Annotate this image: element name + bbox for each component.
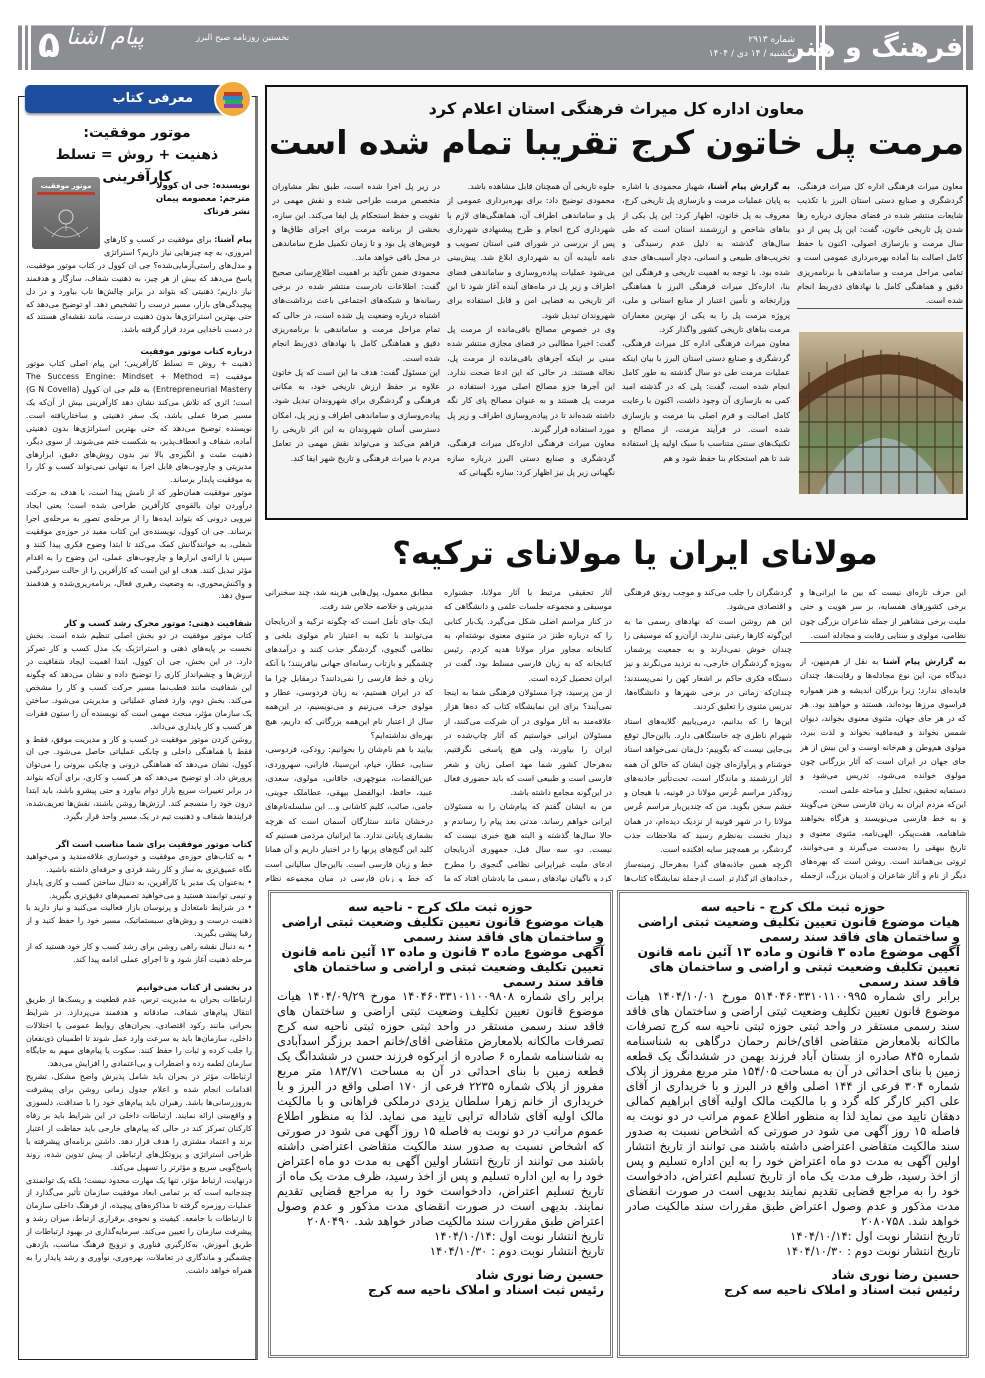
signer-title: رئیس ثبت اسناد و املاک ناحیه سه کرج <box>368 1282 604 1297</box>
paragraph-text: به نقل از هم‌میهن، از دیدگاه من، این نوع مجادله‌ها و رقابت‌ها، چندان فایده‌ای ندارد؛ زیرا بزرگان اندیشه و هنر همواره فراسوی مرزها بوده‌اند، هستند و خواهند بود. هر که در هر جای جهان، مثنوی معنوی بخواند، دیوان شمس بخواند و فیه‌مافیه بخواند و لذت ببرد، مولوی هم‌وطن و هم‌خانه اوست و این بیش از هر جای جهان در ایران است که آثار بزرگانی چون مولوی خوانده می‌شود، تدریس می‌شود و دستمایه تحقیق، تحلیل و مباحثه علمی است. <box>800 656 966 795</box>
notice-date-second: تاریخ انتشار نوبت دوم : ۱۴۰۴/۱۰/۳۰ <box>785 1244 960 1258</box>
notice-board: هیات موضوع قانون تعیین تکلیف وضعیت ثبتی اراضی و ساختمان های فاقد سند رسمی <box>281 914 604 944</box>
sidebar-paragraph: روشن کردن موتور موفقیت در کسب و کار و مدیریت موفق، فقط و فقط با هماهنگی داخلی و چابکی عملیاتی حاصل می‌شود. جی ان کوول، نشان می‌دهد که هماهنگی درونی و چابکی بیرونی را می‌توان پرورش داد. او توضیح می‌دهد که هر کسب و کاری، برای آن‌که بتواند در برابر تغییرات سریع بازار دوام بیاورد و حتی پیشرو باشد، باید ابتدا درون خود را منسجم کند. ارزش‌ها روشن باشند، نقش‌ها تعریف‌شده، فرایندها شفاف و ذهنیت تیم در یک مسیر واحد قرار بگیرد. <box>26 734 252 821</box>
header-divider <box>22 25 25 70</box>
paragraph: اینک جای تأمل است که چگونه ترکیه و آذربایجان می‌توانند با تکیه به اعتبار نام مولوی بلخی و نظامی گنجوی، گردشگر جذب کنند و درآمدهای چشمگیر و بازتاب رسانه‌ای جهانی بیافرینند؛ با آنکه زبان و خط فارسی را نمی‌دانند؟ درمقابل چرا ما که در ایران هستیم، به زبان فردوسی، عطار و مولوی حرف می‌زنیم و می‌نویسیم، در این‌همه سال از اعتبار نام این‌همه بزرگانی که داریم، هیچ بهره‌ای نداشته‌ایم؟ <box>265 615 433 740</box>
notice-title: آگهی موضوع ماده ۳ قانون و ماده ۱۳ آئین نامه قانون تعیین تکلیف وضعیت ثبتی و اراضی و ساختمان های فاقد سند رسمی <box>281 944 604 989</box>
sidebar-paragraph: موتور موفقیت همان‌طور که از نامش پیدا است، با هدف به حرکت درآوردن توان بالقوه‌ی کارآفرین طراحی شده است؛ یعنی ایجاد نیرویی درونی که بتواند ایده‌ها را از مرحله‌ی تصور به مرحله‌ی اجرا برساند. جی ان کوول، نویسنده‌ی این کتاب مفید در حوزه‌ی موفقیت شغلی، به خوانندگانش کمک می‌کند تا ابتدا وضوح فکری پیدا کنند و سپس با ارائه‌ی ابزارها و چارچوب‌های عملی، این وضوح را به اقدام مؤثر تبدیل کنند. هدف او این است که کارآفرین را از حالت سردرگمی و واکنش‌محوری، به وضعیت رهبری فعال، برنامه‌ریزی‌شده و هدفمند سوق دهد. <box>26 488 252 601</box>
legal-notice <box>268 890 613 1358</box>
notice-date-first: تاریخ انتشار نوبت اول :۱۴۰۴/۱۰/۱۴ <box>434 1229 604 1243</box>
paragraph: محمودی توضیح داد: برای بهره‌برداری عمومی از پل و ساماندهی اطراف آن، هماهنگی‌های لازم با شهرداری کرج انجام و طرح پیشنهادی شهرداری پس از بررسی در شورای فنی استان تصویب و نامه تأییدیه آن به شهرداری ابلاغ شد. پیش‌بینی می‌شود عملیات پیاده‌روسازی و ساماندهی فضای اطراف و زیر پل در ماه‌های آینده آغاز شود تا این اثر تاریخی به فضایی امن و قابل استفاده برای شهروندان تبدیل شود. <box>447 195 615 320</box>
article-kicker: معاون اداره کل میراث فرهنگی استان اعلام کرد <box>428 99 805 118</box>
article-column <box>265 585 433 882</box>
sidebar-paragraph: ارتباطات بحران به مدیریت ترس، عدم قطعیت و ریسک‌ها از طریق انتقال پیام‌های شفاف، صادقانه و هدفمند می‌پردازد. در شرایط بحرانی مانند رکود اقتصادی، بحران‌های روابط عمومی یا اختلالات داخلی، سازمان‌ها باید به سرعت وارد عمل شوند تا اطمینان ذی‌نفعان را جلب کرده و ثبات را حفظ کنند. سکوت یا پیام‌های مبهم به جایگاه سازمان لطمه زده و اضطراب و بی‌اعتمادی را افزایش می‌دهد. <box>26 994 252 1069</box>
sidebar-section-title: شفافیت ذهنی: موتور محرک رشد کسب و کار <box>64 618 252 629</box>
paragraph: وی در خصوص مصالح باقی‌مانده از مرمت پل گفت: اخیرا مطالبی در فضای مجازی منتشر شده مبنی بر اینکه آجرهای باقی‌مانده از مرمت پل، نخاله هستند. در حالی که این ادعا صحت ندارد. این آجرها جزو مصالح اصلی مورد استفاده در مرمت پل هستند و به عنوان مصالح پای کار نگه داشته شده‌اند تا در پیاده‌روسازی اطراف و زیر پل مورد استفاده قرار گیرند. <box>447 323 615 435</box>
paragraph: این مسئول گفت: هدف ما این است که پل خاتون علاوه بر حفظ ارزش تاریخی خود، به مکانی فرهنگی و گردشگری برای شهروندان تبدیل شود. پیاده‌روسازی و ساماندهی اطراف و زیر پل، امکان دسترسی آسان شهروندان به این اثر تاریخی را فراهم می‌کند و می‌تواند نقش مهمی در تعامل مردم با میراث فرهنگی و تاریخ شهر ایفا کند. <box>272 366 440 463</box>
summary-text: معاون میراث فرهنگی اداره کل میراث فرهنگی، گردشگری و صنایع دستی استان البرز با تکذیب شایعات منتشر شده در فضای مجازی درباره رها شدن پل تاریخی خاتون، گفت: این پل پس از دو سال مرمت و بازسازی اصولی، اکنون با حفظ کامل اصالت بنا آماده بهره‌برداری عمومی است و تمامی مراحل مرمت و ساماندهی با برنامه‌ریزی دقیق و هماهنگی کامل با نهادهای ذی‌ربط انجام شده است. <box>797 179 963 309</box>
paragraph-text: شهباز محمودی با اشاره به پایان عملیات مرمت و بازسازی پل تاریخی کرج، معروف به پل خاتون، اظهار کرد: این پل یکی از بناهای شاخص و ارزشمند استان است که طی سال‌های گذشته به دلیل عدم رسیدگی و تخریب‌های طبیعی و انسانی، دچار آسیب‌های جدی شده بود. با توجه به اهمیت تاریخی و فرهنگی این بنا، اداره‌کل میراث فرهنگی البرز با هماهنگی وزارتخانه و تأمین اعتبار از منابع استانی و ملی، پروژه مرمت پل را به یکی از بهترین معماران مرمت بناهای تاریخی کشور واگذار کرد. <box>622 181 790 334</box>
article-column <box>800 654 966 882</box>
paragraph: اگرچه همین جاذبه‌های گذرا به‌هرحال زمینه‌ساز رخدادهای اثرگذارتر است ازجمله نمایشگاه کتاب‌ها <box>624 858 792 882</box>
header-divider <box>963 25 966 70</box>
paragraph: بیایید با هم نام‌شان را بخوانیم: رودکی، فردوسی، سنایی، عطار، خیام، ابن‌سینا، فارابی، سهروردی، عین‌القضات، منوچهری، خاقانی، مولوی، سعدی، عبید، حافظ، ابوالفضل بیهقی، عطاملک جوینی، جامی، صائب، کلیم کاشانی و... این سلسله‌نام‌های درخشان مانند ستارگان آسمان است که هرچه بشماری پایانی ندارد. ما ایرانیان مردمی هستیم که کلید این گنج‌های پربها را در اختیار داریم و آن همانا خط و زبان فارسی است. بااین‌حال سالیانی است که خط و زبان فارسی در میان مجموعه نظام <box>265 744 433 882</box>
summary-text: این حرف تازه‌ای نیست که بین ما ایرانی‌ها و برخی کشورهای همسایه، بر سر هویت و حتی ملیت برخی مشاهیر از جمله شاعران بزرگی چون نظامی، مولوی و سنایی رقابت و مجادله است. <box>800 585 966 643</box>
article-summary <box>797 179 963 324</box>
sidebar-paragraph: ارتباطات مؤثر در بحران باید شامل پذیرش واضح مشکل، تشریح اقدامات انجام شده و اعلام جدول زمانی روشن برای پیشرفت به‌روزرسانی‌ها باشد. رهبران باید پیام‌های خود را با صداقت، دلسوزی و واقع‌بینی ارائه نمایند. ارتباطات داخلی در این شرایط باید بر رفاه کارکنان تمرکز کند در حالی که پیام‌های خارجی باید حفاظت از اعتبار برند و اعتماد مشتری را هدف قرار دهد. داشتن برنامه‌ای پیشرفته با طراحی استراتژی و پروتکل‌های ارتباطی از پیش تدوین شده، روند پاسخ‌گویی سریع و مؤثرتر را تسهیل می‌کند. <box>26 1072 252 1172</box>
intro-text: برای موفقیت در کسب و کارهای امروزی، به چه چیزهایی نیاز داریم؟ استراتژی و مدل‌های راستی‌آزمایی‌شده؟ جی ان کوول در کتاب موتور موفقیت، پاسخ می‌دهد که بیش از هر چیز، به ذهنیت شفاف، سازگار و هدفمند نیاز داریم؛ ذهنیتی که بتواند در برابر چالش‌ها تاب بیاورد و در دل پیچیدگی‌های بازار، مسیر درست را تشخیص دهد. او توضیح می‌دهد که حتی بهترین استراتژی‌ها بدون ذهنیت درست، مانند نقشه‌ای هستند که در دست ناخدایی مردد قرار گرفته باشد. <box>26 235 252 335</box>
sidebar-paragraph: درنهایت، ارتباط مؤثر، تنها یک مهارت محدود نیست؛ بلکه یک توانمندی چندجانبه است که بر تمامی ابعاد موفقیت سازمان تأثیر می‌گذارد از عملیات روزمره گرفته تا مذاکره‌های پیچیده، از فرهنگ داخلی سازمان تا ارتباطات با جامعه. کیفیت و نحوه‌ی برقراری ارتباط، میزان رشد و پیشرفت سازمان را تعیین می‌کند. سرمایه‌گذاری در بهبود ارتباطات از طریق آموزش، به‌کارگیری فناوری و ترویج فرهنگ مناسب، بازدهی چشمگیر و ماندگاری در تعاملات، بهره‌وری، نوآوری و رشد پایدار را به همراه خواهد داشت. <box>26 1175 252 1275</box>
book-credits <box>110 180 250 219</box>
article-column <box>272 179 440 509</box>
paragraph <box>622 179 790 336</box>
second-article-headline: مولانای ایران یا مولانای ترکیه؟ <box>392 534 878 572</box>
sidebar-paragraph: • به‌عنوان یک مدیر یا کارآفرین، به دنبال ساختن کسب و کاری پایدار و تیمی توانمند هستید و می‌خواهید تصمیم‌های دقیق‌تری بگیرید. <box>26 877 252 900</box>
sidebar-paragraph: • به دنبال نقشه راهی روشن برای رشد کسب و کار خود هستید که از مرحله ذهنیت آغاز شود و تا اجرای عملی ادامه پیدا کند. <box>26 942 252 965</box>
sidebar-paragraph: کتاب موتور موفقیت در دو بخش اصلی تنظیم شده است. بخش نخست بر پایه‌های ذهنی و استراتژیک یک مدل کسب و کار تمرکز دارد. در این بخش، جی ان کوول، ابتدا اهمیت ایجاد شفافیت در ارزش‌ها و چشم‌انداز کاری را توضیح داده و نشان می‌دهد که چگونه این شفافیت مانند قطب‌نما مسیر حرکت کسب و کار را مشخص می‌کند. بخش دوم، وارد فضای عملیاتی و مدیریتی می‌شود. ساختن یک سازمان مؤثر، مبحث مهمی است که نویسنده آن را ستون فقرات هر کسب و کار پایداری می‌داند. <box>26 631 252 731</box>
paragraph: این‌ها را که بدانیم، درمی‌یابیم گلایه‌های استاد شهرام ناظری چه خاستگاهی دارد. بااین‌حال توقع بی‌جایی نیست که بگوییم: دل‌مان نمی‌خواهد استاد خوشنام و پرآوازه‌ای چون ایشان که خالق آن همه آثار ارزشمند و ماندگار است، تحت‌تأثیر جاذبه‌های زودگذر مراسم عُرس مولانا در قونیه، با هیجان و خشم سخن بگوید. من که چندین‌بار مراسم عُرس مولانا را در شهر قونیه از نزدیک دیده‌ام، در همان دیدار نخست به‌نظرم رسید که ملاحظات جذب گردشگر، بر همه‌چیز سایه افکنده است. <box>624 715 792 855</box>
book-publisher: نشر فرتاک <box>203 207 250 217</box>
sidebar-intro <box>26 234 252 337</box>
sidebar-section-title: درباره کتاب موتور موفقیت <box>140 346 252 357</box>
newspaper-logo: پیام آشنا <box>66 25 144 50</box>
intro-lead: پیام آشنا: <box>214 235 252 244</box>
page-number: ۵ <box>38 25 60 66</box>
sidebar-section-title: کتاب موتور موفقیت برای شما مناسب است اگر <box>56 838 252 849</box>
paragraph: جلوه تاریخی آن همچنان قابل مشاهده باشد. <box>467 181 615 191</box>
sidebar-paragraph: • به کتاب‌های حوزه‌ی موفقیت و خودسازی علاقه‌مندید و می‌خواهید نگاه عمیق‌تری به ساز و کار رشد فردی و حرفه‌ای داشته باشید. <box>26 851 252 874</box>
paragraph-lead: به گزارش پیام آشنا، <box>707 181 790 191</box>
paragraph: محمودی ضمن تأکید بر اهمیت اطلاع‌رسانی صحیح گفت: اطلاعات نادرست منتشر شده در برخی رسانه‌ها و شبکه‌های اجتماعی باعث برداشت‌های اشتباه درباره وضعیت پل شده است، در حالی که تمام مراحل مرمت و ساماندهی با برنامه‌ریزی دقیق و هماهنگی کامل با نهادهای ذی‌ربط انجام شده است. <box>272 266 440 363</box>
signer-name: حسین رضا نوری شاد <box>831 1267 960 1282</box>
notice-body: برابر رای شماره ۱۴۰۴۶۰۳۳۱۰۱۱۰۰۹۸۰۸ مورخ ۱۴۰۴/۰۹/۲۹ هیات موضوع قانون تعیین تکلیف وضعیت ثبتی اراضی و ساختمان های فاقد سند رسمی مستقر در واحد ثبتی حوزه ثبتی ناحیه سه کرج تصرفات مالکانه بلامعارض متقاضی اقای/خانم احمد برزگر اسدآبادی به شناسنامه شماره ۶ صادره از ابرکوه فرزند حسن در ششدانگ یک قطعه زمین با بنای احداثی در آن به مساحت ۱۸۳/۷۱ متر مربع مفروز از پلاک شماره ۲۲۳۵ فرعی از ۱۷۰ اصلی واقع در البرز و با خریداری از خانم زهرا سلطان یزدی درملکی فراهانی و با مالکیت مالک اولیه آقای شاداله ترابی تایید می نماید. لذا به منظور اطلاع عموم مراتب در دو نوبت به فاصله ۱۵ روز آگهی می شود در صورتی که اشخاص نسبت به صدور سند مالکیت متقاضی اعتراضی داشته باشند می توانند از تاریخ انتشار اولین آگهی به مدت دو ماه اعتراض خود را به این اداره تسلیم و پس از اخذ رسید، ظرف مدت یک ماه از تاریخ تسلیم اعتراض، دادخواست خود را به مراجع قضایی تقدیم نمایند. بدیهی است در صورت انقضای مدت مذکور و عدم وصول اعتراض طبق مقررات سند مالکیت صادر خواهد شد. ۲۰۸۰۴۹۰ <box>277 989 604 1228</box>
signer-title: رئیس ثبت اسناد و املاک ناحیه سه کرج <box>724 1282 960 1297</box>
paragraph <box>800 654 966 797</box>
sidebar-paragraph: ذهنیت + روش = تسلط کارآفرینی؛ این پیام اصلی کتاب موتور موفقیت (The Success Engine: Mindset + Method = Entrepreneurial Mastery) به قلم جی ان کوول (G N Covella) است؛ اثری که تلاش می‌کند نشان دهد کارآفرینی بیش از آن‌که یک مسیر صرفا عملی باشد، یک سفر ذهنیتی و ساختاریافته است. نویسنده توضیح می‌دهد که حتی بهترین استراتژی‌ها بدون ذهنیتی آماده، شفاف و انعطاف‌پذیر، به شکست ختم می‌شوند. از سوی دیگر، ذهنیت مثبت و انگیزه‌ی بالا نیز بدون روش‌های دقیق، ابزارهای مدیریتی و چارچوب‌های قابل اجرا به تنهایی نمی‌تواند کسب و کار را به موفقیت پایدار برساند. <box>26 359 252 485</box>
paragraph: در زیر پل اجرا شده است، طبق نظر مشاوران متخصص مرمت طراحی شده و نقش مهمی در تقویت و حفظ استحکام پل ایفا می‌کند. این سازه، بخشی از برنامه مرمت برای اجرای طاق‌ها و قوس‌های پل بود و تا زمان تکمیل طرح ساماندهی در محل باقی خواهد ماند. <box>272 181 440 263</box>
sidebar-section-title: در بخشی از کتاب می‌خوانیم <box>136 981 252 992</box>
book-translator: مترجم: معصومه پیمان <box>155 194 250 204</box>
signer-name: حسین رضا نوری شاد <box>475 1267 604 1282</box>
notice-date-first: تاریخ انتشار نوبت اول :۱۴۰۴/۱۰/۱۴ <box>790 1229 960 1243</box>
paragraph: این هم روشن است که نهادهای رسمی ما به این‌گونه کارها رغبتی ندارند، ازآن‌رو که موسیقی را چندان خوش نمی‌دارند و به جمعیت پرشمار، به‌ویژه گردشگران خارجی، به تردید می‌نگرند و نیز دستگاه فکری حاکم بر اشعار کهن را نمی‌پسندند؛ چندان‌که زمانی در برخی شهرها و دانشگاه‌ها، تدریس مثنوی را تعلیق کردند. <box>624 615 792 712</box>
bridge-scaffolding-photo <box>799 332 963 494</box>
cover-title: موتور موفقیت <box>40 182 92 190</box>
paragraph: معاون میراث فرهنگی اداره‌کل میراث فرهنگی، گردشگری و صنایع دستی البرز درباره سازه نگهبانی زیر پل نیز اظهار کرد: سازه نگهبانی که <box>447 438 615 477</box>
book-title-line: ذهنیت + روش = تسلط کارآفرینی <box>55 147 219 185</box>
paragraph: گردشگران را جلب می‌کند و موجب رونق فرهنگی و اقتصادی می‌شود. <box>624 587 792 612</box>
paragraph: این‌که مردم ایران به زبان فارسی سخن می‌گویند و به خط فارسی می‌نویسند و هرگاه بخواهند شاهنامه، هفت‌پیکر، الهی‌نامه، مثنوی معنوی و تاریخ بیهقی را به‌دست می‌گیرند و می‌خوانند، ثروتی بی‌همانند است. روشن است که بهره‌های دیگر از نام و آثار شاعران و ادیبان بزرگ، ازجمله <box>800 798 966 881</box>
book-author: نویسنده: جی ان کوولا <box>156 181 250 191</box>
article-column <box>444 585 612 882</box>
sidebar-body <box>26 234 252 1352</box>
notice-body: برابر رای شماره ۵۱۴۰۴۶۰۳۳۱۰۱۱۰۰۹۹۵ مورخ ۱۴۰۴/۱۰/۰۱ هیات موضوع قانون تعیین تکلیف وضعیت ثبتی اراضی و ساختمان های فاقد سند رسمی مستقر در واحد ثبتی حوزه ثبتی ناحیه سه کرج تصرفات مالکانه بلامعارض متقاضی اقای/خانم رحمان درگاهی به شناسنامه شماره ۸۴۵ صادره از بستان آباد فرزند بهمن در ششدانگ یک قطعه زمین با بنای احداثی در آن به مساحت ۱۵۴/۰۵ متر مربع مفروز از پلاک شماره ۳۰۴ فرعی از ۱۴۴ اصلی واقع در البرز و با خریداری از آقای علی اکبر کارگر کله گرد و با مالکیت مالک اولیه آقای ابراهیم کمالی دهقان تایید می نماید لذا به منظور اطلاع عموم مراتب در دو نوبت به فاصله ۱۵ روز آگهی می شود در صورتی که اشخاص نسبت به صدور سند مالکیت متقاضی اعتراضی داشته باشند می توانند از تاریخ انتشار اولین آگهی به مدت دو ماه اعتراض خود را به این اداره تسلیم و پس از اخذ رسید، ظرف مدت یک ماه از تاریخ تسلیم اعتراض، دادخواست خود را به مراجع قضایی تقدیم نمایند بدیهی است در صورت انقضای مدت مذکور و عدم وصول اعتراض طبق مقررات سند مالکیت صادر خواهد شد. ۲۰۸۰۷۵۸ <box>626 989 960 1228</box>
second-article-summary <box>800 585 966 645</box>
book-title-line: موتور موفقیت: <box>83 125 191 141</box>
sidebar-paragraph: • در شرایط نامتعادل و پرنوسان بازار فعالیت می‌کنید و نیاز دارید با ذهنیت درست و روش‌های سیستماتیک، مسیر خود را حفظ کنید و از رقبا پیشی بگیرید. <box>26 903 252 939</box>
paragraph: از من پرسید، چرا مسئولان فرهنگی شما به اینجا نمی‌آیند؟ برای این نمایشگاه کتاب که ده‌ها هزار علاقه‌مند به آثار مولوی در آن شرکت می‌کنند، از مسئولان ایرانی خواستیم که آثار چاپ‌شده در ایران را بیاورند، ولی هیچ پاسخی نگرفتیم. به‌هرحال کشور شما مهد اصلی زبان و شعر فارسی است و طبیعی است که باید حضوری فعال در این‌گونه مجامع داشته باشد. <box>444 687 612 798</box>
legal-notice <box>617 890 969 1358</box>
books-icon <box>214 80 252 118</box>
sidebar-header: معرفی کتاب <box>25 85 233 113</box>
paragraph: من به ایشان گفتم که پیام‌شان را به مسئولان ایرانی خواهم رساند. مدتی بعد پیام را رساندم و حالا سال‌ها گذشته و البته هیچ خبری نیست که نیست. دو، سه سال قبل، جمهوری آذربایجان ادعای ملیت غیرایرانی نظامی گنجوی را مطرح کرد و ناگهان نهادهای رسمی ما یادشان افتاد که ما <box>444 801 612 882</box>
issue-date: یکشنبه / ۱۴ دی / ۱۴۰۴ <box>708 49 795 59</box>
sidebar-sections <box>26 345 252 1278</box>
issue-info <box>709 33 795 61</box>
notice-office: حوزه ثبت ملک کرج - ناحیه سه <box>700 899 886 914</box>
notice-title: آگهی موضوع ماده ۳ قانون و ماده ۱۳ آئین نامه قانون تعیین تکلیف وضعیت ثبتی و اراضی و ساختمان های فاقد سند رسمی <box>637 944 960 989</box>
article-column <box>622 179 790 509</box>
article-column <box>624 585 792 882</box>
issue-number: شماره ۲۹۱۳ <box>748 35 795 45</box>
main-article <box>265 85 968 520</box>
header-divider <box>28 25 31 70</box>
newspaper-tagline: نخستین روزنامه صبح البرز <box>196 33 290 43</box>
notice-office: حوزه ثبت ملک کرج - ناحیه سه <box>348 899 533 914</box>
paragraph-lead: به گزارش پیام آشنا <box>882 656 966 666</box>
paragraph: معاون میراث فرهنگی اداره کل میراث فرهنگی، گردشگری و صنایع دستی استان البرز با بیان اینکه عملیات مرمت طی دو سال گذشته به طور کامل انجام شده است، گفت: پلی که در گذشته امید کمی به بازسازی آن وجود داشت، اکنون با رعایت کامل اصالت و فرم اصلی بنا مرمت و بازسازی شده است. در فرآیند مرمت، از مصالح و تکنیک‌های سنتی متناسب با سبک اولیه پل استفاده شد تا هم استحکام بنا حفظ شود و هم <box>622 338 790 463</box>
paragraph: مطابق معمول، پول‌هایی هزینه شد، چند سخنرانی مدیریتی و خلاصه خلاص شد رفت. <box>265 587 433 612</box>
article-column <box>447 179 615 509</box>
section-title: فرهنگ و هنر <box>789 32 963 63</box>
notice-date-second: تاریخ انتشار نوبت دوم : ۱۴۰۴/۱۰/۳۰ <box>429 1244 604 1258</box>
paragraph: آثار تحقیقی مرتبط با آثار مولانا، جشنواره موسیقی و مجموعه جلسات علمی و دانشگاهی که در کنار مراسم اصلی شکل می‌گیرد. یک‌بار کتابی را که درباره طنز در مثنوی معنوی نوشته‌ام، به کتابخانه مجاور مزار مولانا هدیه کردم. رئیس کتابخانه که به زبان فارسی مسلط بود، گفت در ایران تحصیل کرده است. <box>444 587 612 683</box>
notice-board: هیات موضوع قانون تعیین تکلیف وضعیت ثبتی اراضی و ساختمان های فاقد سند رسمی <box>637 914 960 944</box>
article-headline: مرمت پل خاتون کرج تقریبا تمام شده است <box>268 123 965 162</box>
